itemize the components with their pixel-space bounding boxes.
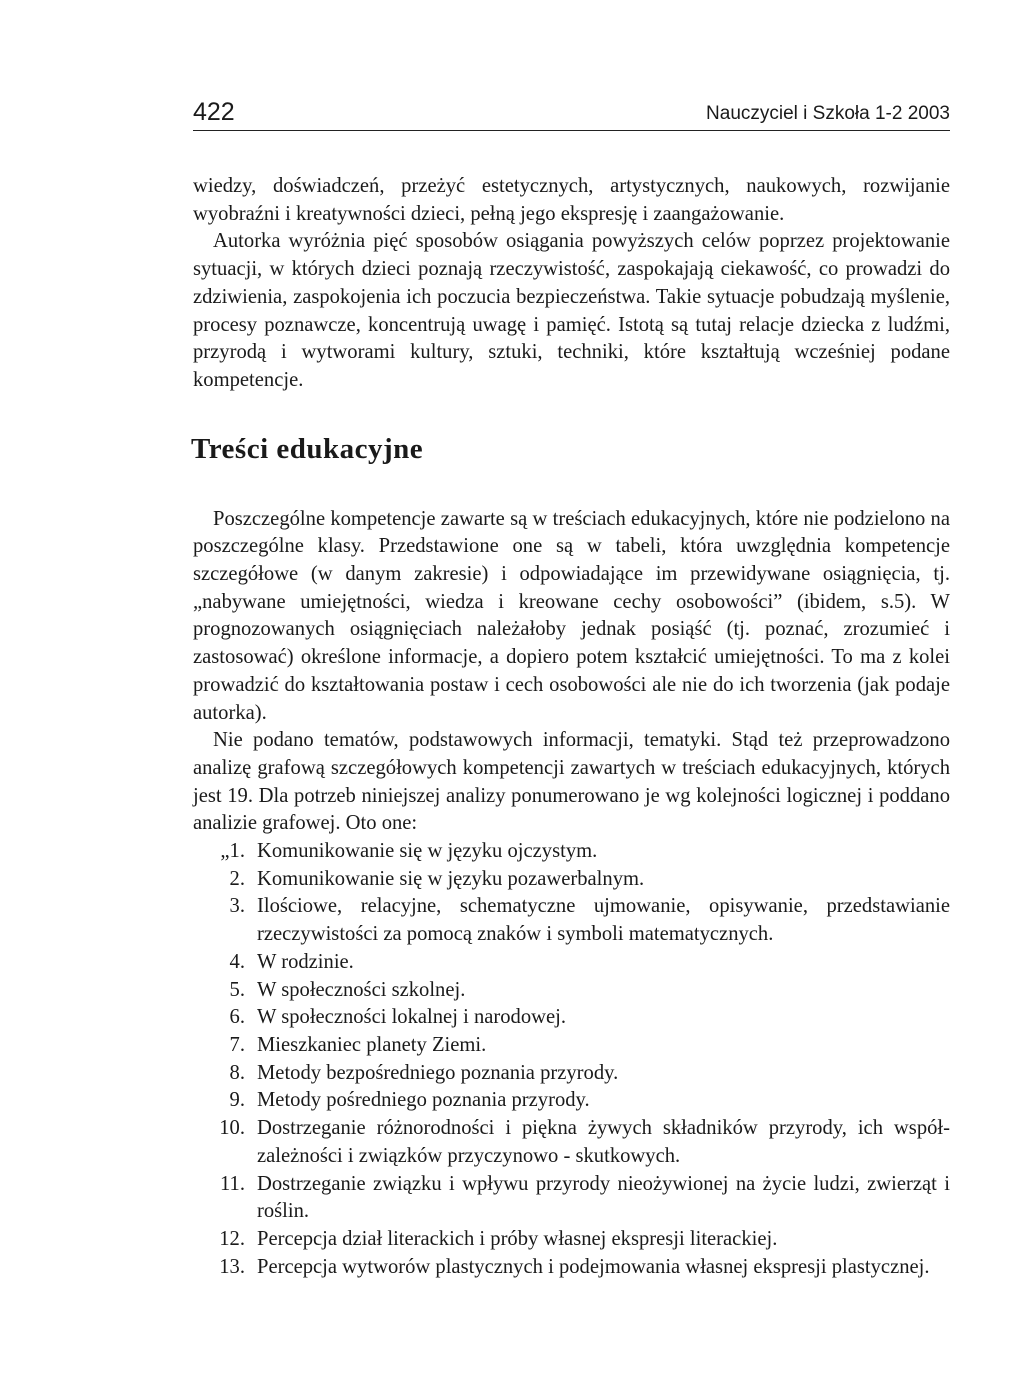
list-item-text: Percepcja dział literackich i próby własnej ekspresji literackiej. bbox=[257, 1227, 778, 1250]
intro-paragraph-2: Autorka wyróżnia pięć sposobów osiągania powyższych celów poprzez projektowanie sytuacji, w których dzieci poznają rzeczywistość, zaspokajają ciekawość, co prowadzi do zdziwienia, zaspokojenia ich poczucia bezpieczeństwa. Takie sytuacje pobudzają myślenie, procesy poznawcze, koncentrują uwagę i pamięć. Istotą są tutaj relacje dziecka z ludźmi, przyrodą i wytworami kultury, sztuki, techniki, które kształtują wcześniej podane kompetencje. bbox=[193, 230, 950, 391]
list-item-number: 12. bbox=[219, 1227, 245, 1250]
list-item bbox=[193, 1171, 950, 1226]
list-item bbox=[193, 838, 950, 866]
list-item bbox=[193, 1004, 950, 1032]
list-item bbox=[193, 1032, 950, 1060]
section-paragraph-2: Nie podano tematów, podstawowych informacji, tematyki. Stąd też przeprowadzono analizę grafową szczegółowych kompetencji zawartych w treściach edukacyjnych, których jest 19. Dla potrzeb niniejszej analizy ponumerowano je wg kolejności logicznej i poddano analizie grafowej. Oto one: bbox=[193, 729, 950, 835]
competence-list bbox=[193, 838, 950, 1281]
journal-title: Nauczyciel i Szkoła 1-2 2003 bbox=[706, 103, 950, 124]
list-item-number: 11. bbox=[220, 1172, 245, 1195]
list-item-number: 8. bbox=[229, 1061, 245, 1084]
list-item bbox=[193, 1226, 950, 1254]
list-item-text: Ilościowe, relacyjne, schematyczne ujmowanie, opisywanie, przedstawianie rzeczywistości za pomocą znaków i symboli matematycznych. bbox=[257, 895, 950, 946]
list-item-text: Metody pośredniego poznania przyrody. bbox=[257, 1089, 590, 1112]
list-item-number: 7. bbox=[229, 1033, 245, 1056]
list-item bbox=[193, 893, 950, 948]
list-item-text: W rodzinie. bbox=[257, 950, 354, 973]
list-item-text: Komunikowanie się w języku ojczystym. bbox=[257, 840, 598, 863]
running-header bbox=[193, 98, 950, 131]
section-paragraph-1: Poszczególne kompetencje zawarte są w treściach edukacyjnych, które nie podzielono na poszczególne klasy. Przedstawione one są w tabeli, która uwzględnia kompetencje szczegółowe (w danym zakresie) i odpowiadające im przewidywane osiągnięcia, tj. „nabywane umiejętności, wiedza i kreowane cechy osobowości” (ibidem, s.5). W prognozowanych osiągnięciach należałoby jednak posiąść (tj. poznać, zrozumieć i zastosować) określone informacje, a dopiero potem kształcić umiejętności. To ma z kolei prowadzić do kształtowania postaw i cech osobowości ale nie do ich tworzenia (jak podaje autorka). bbox=[193, 507, 950, 724]
list-item bbox=[193, 1115, 950, 1170]
list-item-number: 6. bbox=[229, 1006, 245, 1029]
section-body bbox=[193, 506, 950, 1282]
intro-text bbox=[193, 173, 950, 395]
page-number: 422 bbox=[193, 98, 235, 126]
list-item-number: 5. bbox=[229, 978, 245, 1001]
list-item-text: Metody bezpośredniego poznania przyrody. bbox=[257, 1061, 619, 1084]
list-item bbox=[193, 977, 950, 1005]
list-item-number: 9. bbox=[229, 1089, 245, 1112]
intro-paragraph-1: wiedzy, doświadczeń, przeżyć estetycznych, artystycznych, naukowych, rozwijanie wyobraźni i kreatywności dzieci, pełną jego ekspresję i zaangażowanie. bbox=[193, 175, 950, 225]
list-item bbox=[193, 866, 950, 894]
list-item-number: 3. bbox=[229, 895, 245, 918]
list-item bbox=[193, 1060, 950, 1088]
list-item bbox=[193, 949, 950, 977]
list-item bbox=[193, 1087, 950, 1115]
list-item-text: Mieszkaniec planety Ziemi. bbox=[257, 1033, 487, 1056]
list-item-text: W społeczności lokalnej i narodowej. bbox=[257, 1006, 567, 1029]
list-item-number: 13. bbox=[219, 1255, 245, 1278]
list-item-number: 4. bbox=[229, 950, 245, 973]
list-item-text: Dostrzeganie związku i wpływu przyrody nieożywionej na życie ludzi, zwierząt i roślin. bbox=[257, 1172, 950, 1223]
list-item bbox=[193, 1254, 950, 1282]
list-item-number: „1. bbox=[220, 840, 245, 863]
list-item-number: 10. bbox=[219, 1117, 245, 1140]
list-item-text: Dostrzeganie różnorodności i piękna żywych składników przyrody, ich współzależności i związków przyczynowo - skutkowych. bbox=[257, 1117, 950, 1167]
list-item-text: Komunikowanie się w języku pozawerbalnym. bbox=[257, 867, 645, 890]
list-item-number: 2. bbox=[229, 867, 245, 890]
list-item-text: W społeczności szkolnej. bbox=[257, 978, 466, 1001]
section-heading: Treści edukacyjne bbox=[191, 432, 424, 465]
list-item-text: Percepcja wytworów plastycznych i podejmowania własnej ekspresji plastycznej. bbox=[257, 1255, 930, 1278]
document-page bbox=[193, 98, 950, 1281]
